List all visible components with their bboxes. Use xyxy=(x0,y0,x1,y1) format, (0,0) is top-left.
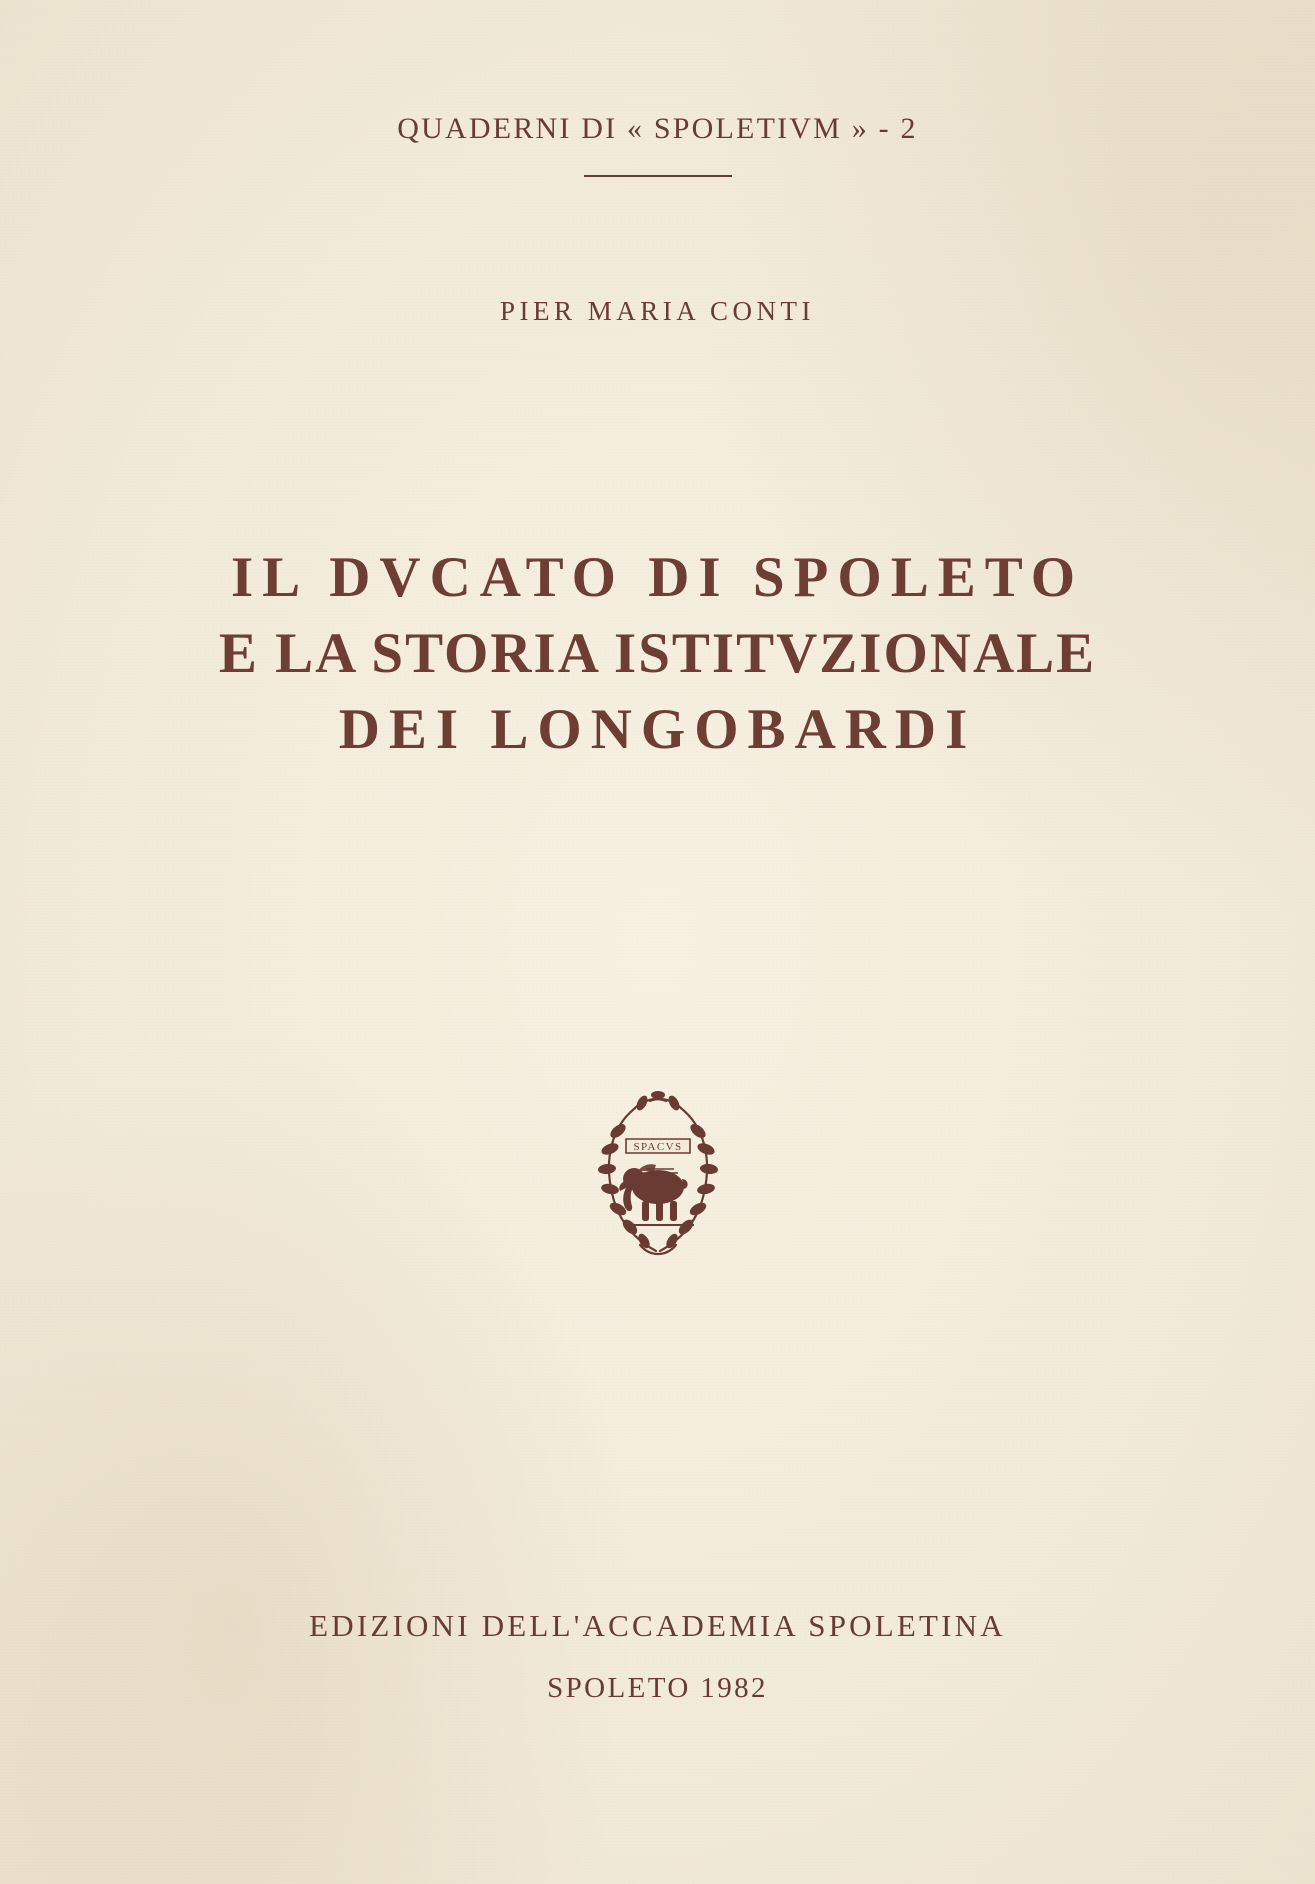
title-line-3: DEI LONGOBARDI xyxy=(338,697,977,761)
series-title: QUADERNI DI « SPOLETIVM » - 2 xyxy=(397,112,918,145)
title-line-1: IL DVCATO DI SPOLETO xyxy=(230,546,1085,609)
book-title xyxy=(0,540,1315,767)
title-line-2: E LA STORIA ISTITVZIONALE xyxy=(218,621,1097,685)
author-name: PIER MARIA CONTI xyxy=(499,296,815,326)
horizontal-rule-divider xyxy=(584,175,732,177)
place-and-year: SPOLETO 1982 xyxy=(547,1672,768,1704)
svg-text:SPACVS: SPACVS xyxy=(633,1141,682,1153)
publisher-crest-icon xyxy=(578,1075,738,1265)
publisher-name: EDIZIONI DELL'ACCADEMIA SPOLETINA xyxy=(309,1608,1006,1643)
